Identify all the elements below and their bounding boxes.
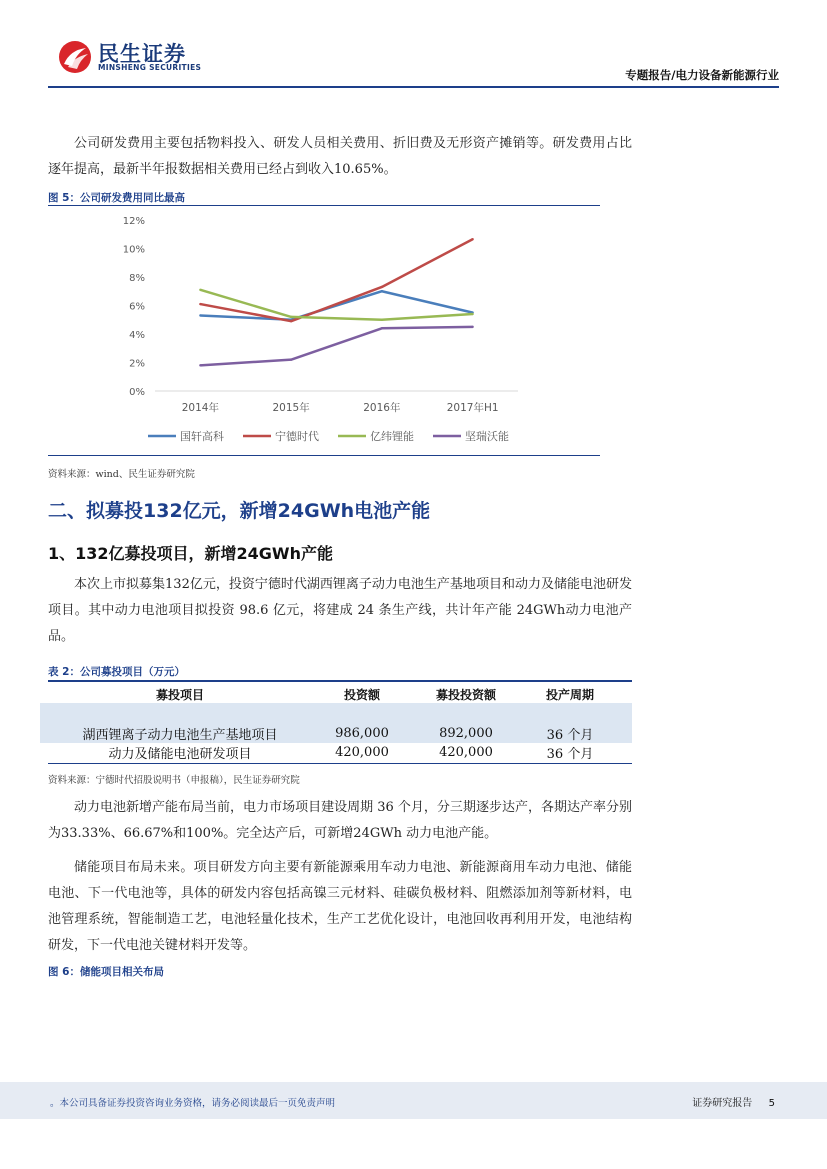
series-line-宁德时代 — [200, 239, 472, 321]
figure5-top-rule — [48, 205, 600, 206]
data-point — [199, 314, 201, 316]
legend-label: 国轩高科 — [180, 430, 224, 443]
table-cell: 420,000 — [335, 745, 389, 760]
table-cell: 动力及储能电池研发项目 — [108, 747, 252, 762]
section2-paragraph: 本次上市拟募集132亿元，投资宁德时代湖西锂离子动力电池生产基地项目和动力及储能电池研发项目。其中动力电池项目拟投资 98.6 亿元，将建成 24 条生产线，共计年产能 24GWh动力电池产品。 — [48, 577, 632, 644]
intro-paragraph: 公司研发费用主要包括物料投入、研发人员相关费用、折旧费及无形资产摊销等。研发费用占比逐年提高，最新半年报数据相关费用已经占到收入10.65%。 — [48, 136, 632, 177]
table2-bottom-rule — [48, 763, 632, 764]
table-header-project: 募投项目 — [155, 688, 204, 702]
legend-label: 坚瑞沃能 — [465, 430, 509, 443]
table2-source: 资料来源：宁德时代招股说明书（申报稿），民生证券研究院 — [48, 775, 300, 786]
data-point — [199, 289, 201, 291]
x-tick-label: 2017年H1 — [446, 402, 499, 414]
figure5-bottom-rule — [48, 455, 600, 456]
legend-label: 宁德时代 — [275, 430, 319, 443]
data-point — [471, 238, 473, 240]
y-tick-label: 6% — [129, 301, 145, 313]
minsheng-logo-icon — [58, 40, 92, 74]
table2-title: 表 2：公司募投项目（万元） — [48, 666, 185, 678]
y-tick-label: 2% — [129, 358, 145, 370]
footer-right — [692, 1094, 775, 1109]
header-divider — [48, 86, 779, 88]
section-heading: 二、拟募投132亿元，新增24GWh电池产能 — [48, 500, 431, 522]
x-tick-label: 2015年 — [272, 402, 310, 414]
footer-report-label: 证券研究报告 — [692, 1098, 753, 1109]
table-cell: 36 个月 — [546, 747, 594, 762]
table-cell: 892,000 — [439, 726, 493, 741]
capacity-paragraph: 动力电池新增产能布局当前，电力市场项目建设周期 36 个月，分三期逐步达产，各期达产率分别为33.33%、66.67%和100%。完全达产后，可新增24GWh 动力电池产能。 — [48, 800, 632, 841]
brand-name-en: MINSHENG SECURITIES — [98, 63, 202, 72]
table-cell: 36 个月 — [546, 728, 594, 743]
table-header-investment: 投资额 — [343, 688, 380, 702]
data-point — [290, 358, 292, 360]
data-point — [381, 290, 383, 292]
table-cell: 420,000 — [439, 745, 493, 760]
subsection-heading: 1、132亿募投项目，新增24GWh产能 — [48, 544, 333, 563]
legend-label: 亿纬锂能 — [370, 430, 414, 443]
rd-expense-ratio-chart — [100, 208, 540, 458]
report-type: 专题报告/电力设备新能源行业 — [625, 68, 779, 82]
table-cell: 986,000 — [335, 726, 389, 741]
table-header-raised-investment: 募投投资额 — [435, 688, 496, 702]
data-point — [199, 303, 201, 305]
figure5-source: 资料来源：wind、民生证券研究院 — [48, 469, 195, 480]
figure5-title: 图 5：公司研发费用同比最高 — [48, 192, 185, 204]
footer-disclaimer: 。本公司具备证券投资咨询业务资格，请务必阅读最后一页免责声明 — [50, 1098, 336, 1109]
series-line-坚瑞沃能 — [200, 327, 472, 365]
storage-paragraph: 储能项目布局未来。项目研发方向主要有新能源乘用车动力电池、新能源商用车动力电池、储能电池、下一代电池等，具体的研发内容包括高镍三元材料、硅碳负极材料、阻燃添加剂等新材料，电池管理系统，智能制造工艺，电池轻量化技术，生产工艺优化设计，电池回收再利用开发，电池结构研发，下一代电池关键材料开发等。 — [48, 860, 632, 953]
y-tick-label: 8% — [129, 273, 145, 284]
data-point — [290, 316, 292, 318]
x-tick-label: 2014年 — [181, 402, 219, 414]
data-point — [199, 364, 201, 366]
y-tick-label: 0% — [129, 387, 145, 398]
page-number: 5 — [768, 1098, 775, 1109]
table-cell: 湖西锂离子动力电池生产基地项目 — [82, 728, 278, 743]
table2-top-rule — [48, 680, 632, 682]
data-point — [290, 320, 292, 322]
x-tick-label: 2016年 — [363, 402, 401, 414]
data-point — [381, 319, 383, 321]
data-point — [471, 313, 473, 315]
y-tick-label: 4% — [129, 330, 145, 341]
brand-name-cn: 民生证券 — [98, 42, 186, 66]
y-tick-label: 10% — [122, 244, 145, 256]
data-point — [381, 286, 383, 288]
figure6-title: 图 6：储能项目相关布局 — [48, 966, 164, 978]
data-point — [471, 326, 473, 328]
data-point — [381, 327, 383, 329]
table-header-cycle: 投产周期 — [545, 688, 594, 702]
y-tick-label: 12% — [122, 216, 145, 227]
